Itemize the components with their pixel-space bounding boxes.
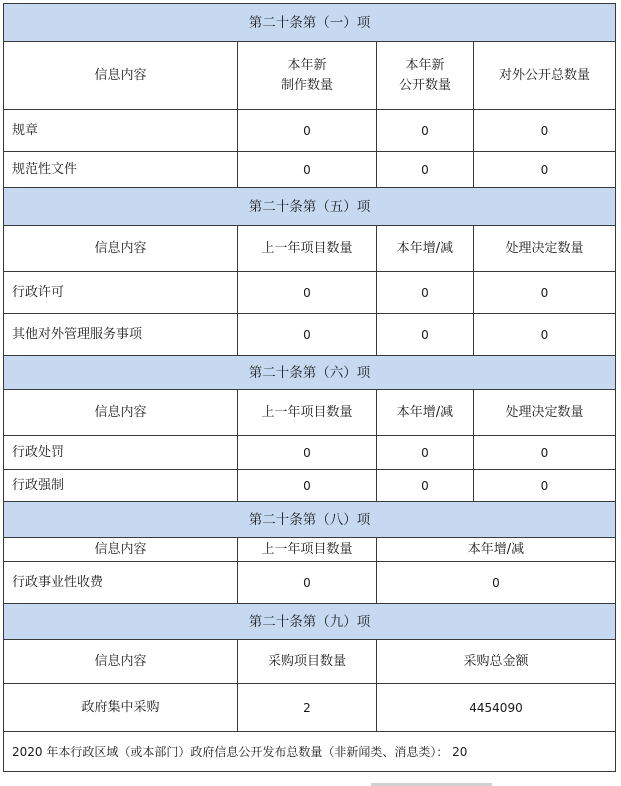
cell-value: 0 [238, 272, 377, 314]
cell-value: 0 [474, 314, 616, 356]
cell-value: 0 [377, 110, 474, 152]
row-label: 规章 [4, 110, 238, 152]
row-label: 行政强制 [4, 470, 238, 502]
cell-value: 0 [377, 562, 616, 604]
row-label: 行政事业性收费 [4, 562, 238, 604]
row-label: 行政处罚 [4, 436, 238, 470]
cell-value: 0 [238, 436, 377, 470]
header-total-published: 对外公开总数量 [474, 42, 616, 110]
row-label: 行政许可 [4, 272, 238, 314]
cell-value: 0 [474, 272, 616, 314]
header-purchase-amount: 采购总金额 [377, 640, 616, 684]
row-label: 政府集中采购 [4, 684, 238, 732]
cell-value: 2 [238, 684, 377, 732]
header-new-published: 本年新 公开数量 [377, 42, 474, 110]
cell-value: 0 [238, 152, 377, 188]
cell-value: 0 [377, 272, 474, 314]
table-row [4, 152, 616, 188]
header-info-content: 信息内容 [4, 390, 238, 436]
cell-value: 0 [238, 314, 377, 356]
footer-note: 2020 年本行政区域（或本部门）政府信息公开发布总数量（非新闻类、消息类）： 20 [4, 732, 616, 772]
section-title-1: 第二十条第（一）项 [4, 4, 616, 42]
cell-value: 0 [238, 470, 377, 502]
table-row [4, 436, 616, 470]
table-row [4, 314, 616, 356]
header-change: 本年增/减 [377, 226, 474, 272]
header-change: 本年增/减 [377, 538, 616, 562]
cell-value: 4454090 [377, 684, 616, 732]
header-last-year-count: 上一年项目数量 [238, 226, 377, 272]
section-title-9: 第二十条第（九）项 [4, 604, 616, 640]
cell-value: 0 [474, 152, 616, 188]
row-label: 其他对外管理服务事项 [4, 314, 238, 356]
header-info-content: 信息内容 [4, 640, 238, 684]
cell-value: 0 [377, 314, 474, 356]
cell-value: 0 [238, 110, 377, 152]
cell-value: 0 [474, 110, 616, 152]
cell-value: 0 [377, 436, 474, 470]
header-info-content: 信息内容 [4, 226, 238, 272]
header-change: 本年增/减 [377, 390, 474, 436]
row-label: 规范性文件 [4, 152, 238, 188]
header-decisions: 处理决定数量 [474, 226, 616, 272]
section-title-8: 第二十条第（八）项 [4, 502, 616, 538]
disclosure-table [3, 3, 616, 772]
table-row [4, 470, 616, 502]
table-row [4, 110, 616, 152]
table-row [4, 562, 616, 604]
header-decisions: 处理决定数量 [474, 390, 616, 436]
cell-value: 0 [238, 562, 377, 604]
header-info-content: 信息内容 [4, 538, 238, 562]
header-last-year-count: 上一年项目数量 [238, 538, 377, 562]
header-new-produced: 本年新 制作数量 [238, 42, 377, 110]
header-last-year-count: 上一年项目数量 [238, 390, 377, 436]
section-title-6: 第二十条第（六）项 [4, 356, 616, 390]
cell-value: 0 [377, 152, 474, 188]
cell-value: 0 [474, 470, 616, 502]
section-title-5: 第二十条第（五）项 [4, 188, 616, 226]
cell-value: 0 [377, 470, 474, 502]
header-purchase-count: 采购项目数量 [238, 640, 377, 684]
header-info-content: 信息内容 [4, 42, 238, 110]
table-row [4, 684, 616, 732]
table-row [4, 272, 616, 314]
cell-value: 0 [474, 436, 616, 470]
